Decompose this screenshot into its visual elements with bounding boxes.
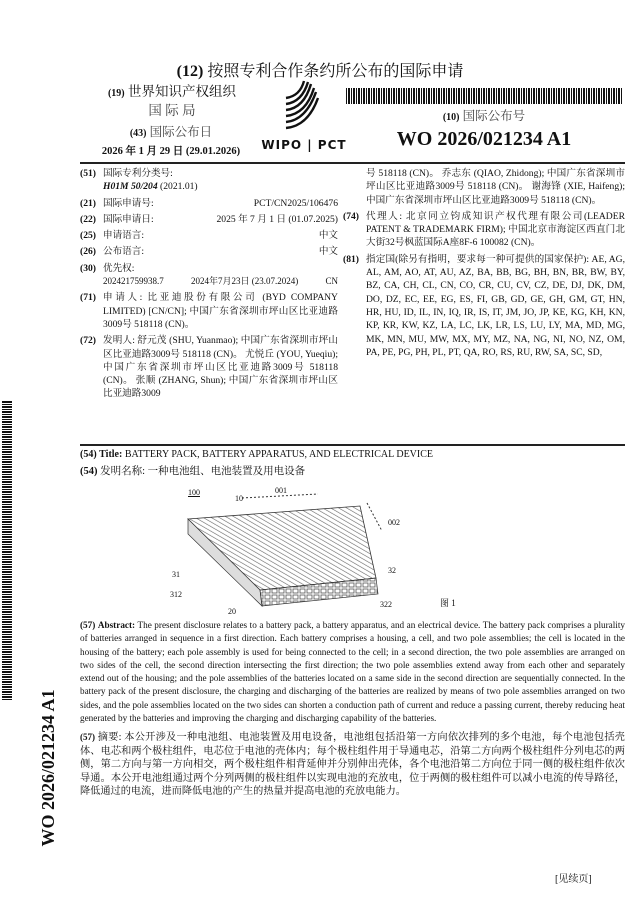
application-number — [80, 197, 338, 210]
ipc-class: H01M 50/204 — [103, 181, 158, 193]
code: (26) — [80, 246, 96, 258]
inventors-continued — [343, 167, 625, 207]
abstract-text: 本公开涉及一种电池组、电池装置及用电设备，电池组包括沿第一方向依次排列的多个电池，每个电池包括壳体、电芯和两个极柱组件，电芯位于电池的壳体内；每个极柱组件用于导通电芯，沿第二方向两个极柱组件分列电芯的两侧，第二方向与第一方向相交，两个极柱组件相背延伸并分别伸出壳体，各个电池沿第二方向位于同一侧的极柱组件依次导通。本公开电池组通过两个分列两侧的极柱组件以实现电池的充放电，位于两侧的极柱组件可以减小电流的传导路径，降低通过的电流，进而降低电池的产生的热量并提高电池的充放电能力。 — [80, 732, 625, 798]
label-100: 100 — [188, 488, 200, 497]
abstract-en — [80, 619, 625, 725]
date: 2026 年 1 月 29 日 (29.01.2026) — [101, 146, 241, 157]
code: (71) — [80, 292, 96, 304]
document-type — [0, 62, 640, 81]
org-name: 世界知识产权组织 — [128, 84, 237, 99]
code: (54) — [80, 466, 98, 477]
title-zh — [80, 465, 305, 479]
ipc-version: (2021.01) — [160, 181, 198, 193]
continued-note: [见续页] — [555, 874, 592, 885]
value: 中文 — [318, 230, 338, 242]
abstracts — [80, 619, 625, 799]
label: 国际公布号 — [462, 109, 526, 123]
left-column — [80, 167, 338, 404]
code: (43) — [129, 128, 147, 139]
label: 国际专利分类号: — [103, 168, 173, 179]
right-column — [343, 167, 625, 362]
divider — [80, 444, 625, 446]
applicant — [80, 291, 338, 331]
abstract-text: The present disclosure relates to a battery pack, a battery apparatus, and an electrical device. The battery pack comprises a plurality of batteries arranged in sequence in a first direction. Each battery comprises a housing, a cell, and two pole assemblies; the cell is located in the housing of the battery; each pole assembly is used for being connected to the cell; in a second direction, the two pole assemblies are arranged on two sides of the cell, the second direction intersecting the first direction; the two pole assemblies extend away from each other and separately extend out of the housing; and the pole assemblies of the batteries located on a same side in the second direction are sequentially connected. In the battery pack of the present disclosure, the charging and discharging of the batteries are realized by means of two pole assemblies arranged on two sides, and the pole assemblies located on the two sides can shorten a conduction path of current and reduce a passing current, thereby reducing heat generated by the batteries and improving the charging and discharging capability of the batteries. — [80, 620, 626, 724]
priority — [80, 262, 338, 289]
priority-country: CN — [325, 276, 338, 287]
label: Abstract: — [97, 620, 136, 630]
agent — [343, 210, 625, 250]
abstract-zh — [80, 731, 625, 799]
logo-text: WIPO | PCT — [261, 138, 347, 152]
organization — [92, 83, 252, 119]
label-31: 31 — [172, 570, 180, 579]
inventors — [80, 334, 338, 400]
value: 2025 年 7 月 1 日 (01.07.2025) — [216, 213, 338, 225]
label: Title: — [99, 449, 123, 460]
label: 公布语言: — [103, 246, 145, 258]
label: 摘要: — [97, 732, 122, 744]
filing-language — [80, 229, 338, 242]
label-002: 002 — [388, 518, 400, 527]
designated-states — [343, 253, 625, 359]
label-32: 32 — [388, 566, 396, 575]
code: (51) — [80, 168, 96, 179]
code: (57) — [80, 620, 96, 630]
direction-arrow-002 — [367, 503, 382, 531]
label-20: 20 — [228, 607, 236, 616]
doc-type-text: 按照专利合作条约所公布的国际申请 — [207, 63, 464, 80]
wipo-logo — [260, 80, 348, 152]
applicant-text: 申请人: 比亚迪股份有限公司 (BYD COMPANY LIMITED) [CN/CN]; 中国广东省深圳市坪山区比亚迪路3009号 518118 (CN)。 — [103, 292, 338, 330]
divider — [80, 162, 625, 164]
label: 发明名称: — [100, 466, 146, 477]
title-text: 一种电池组、电池装置及用电设备 — [147, 466, 306, 477]
priority-date: 2024年7月23日 (23.07.2024) — [190, 276, 299, 287]
publication-number: WO 2026/021234 A1 — [396, 128, 572, 150]
code: (81) — [343, 253, 359, 265]
inventors-text: 号 518118 (CN)。 乔志东 (QIAO, Zhidong); 中国广东省深圳市坪山区比亚迪路3009号 518118 (CN)。 谢海锋 (XIE, Haifeng); 中国广东省深圳市坪山区比亚迪路3009号 518118 (CN)。 — [366, 168, 625, 206]
code: (21) — [80, 197, 96, 209]
inventors-text: 发明人: 舒元茂 (SHU, Yuanmao); 中国广东省深圳市坪山区比亚迪路3009号 518118 (CN)。 尤悦丘 (YOU, Yueqiu); 中国广东省深圳市坪山区比亚迪路3009号 518118 (CN)。 张顺 (ZHANG, Shun); 中国广东省深圳市坪山区比亚迪路3009 — [103, 335, 338, 400]
barcode — [346, 88, 622, 104]
label-322: 322 — [380, 600, 392, 609]
figure-1 — [170, 486, 520, 616]
code: (25) — [80, 230, 96, 242]
label-001: 001 — [275, 486, 287, 495]
code: (10) — [442, 112, 460, 123]
label-312: 312 — [170, 590, 182, 599]
label: 优先权: — [103, 262, 135, 274]
code: (30) — [80, 262, 96, 274]
code: (54) — [80, 449, 97, 460]
battery-pack-drawing — [180, 486, 520, 616]
publication-language — [80, 245, 338, 258]
code: (57) — [80, 732, 95, 743]
side-barcode — [2, 400, 12, 700]
org-bureau: 国 际 局 — [148, 103, 196, 118]
filing-date — [80, 213, 338, 226]
priority-app: 202421759938.7 — [103, 276, 164, 287]
publication-date — [86, 124, 256, 160]
states-text: 指定国(除另有指明，要求每一种可提供的国家保护): AE, AG, AL, AM, AO, AT, AU, AZ, BA, BB, BG, BH, BN, BR, BW, BY, BZ, CA, CH, CL, CN, CO, CR, CU, CV, CZ, DE, DJ, DK, DM, DO, DZ, EC, EE, EG, ES, FI, GB, GD, GE, GH, GM, GT, HN, HR, HU, ID, IL, IN, IQ, IR, IS, IT, JM, JO, JP, KE, KG, KH, KN, KP, KR, KW, KZ, LA, LC, LK, LR, LS, LU, LY, MA, MD, MG, MK, MN, MU, MW, MX, MY, MZ, NA, NG, NI, NO, NZ, OM, PA, PE, PG, PH, PL, PT, QA, RO, RS, RU, RW, SA, SC, SD, — [366, 253, 625, 358]
label: 国际申请日: — [103, 213, 154, 225]
title-text: BATTERY PACK, BATTERY APPARATUS, AND ELECTRICAL DEVICE — [124, 449, 434, 460]
label-10: 10 — [235, 494, 243, 503]
title-en — [80, 448, 433, 461]
pubno-label — [346, 108, 622, 126]
label: 国际公布日 — [149, 125, 213, 139]
label: 国际申请号: — [103, 197, 154, 209]
code: (74) — [343, 210, 359, 222]
code: (22) — [80, 213, 96, 225]
code: (12) — [176, 63, 204, 80]
globe-icon — [260, 80, 348, 132]
value: PCT/CN2025/106476 — [253, 197, 338, 209]
code: (72) — [80, 335, 96, 347]
figure-caption: 图 1 — [440, 598, 456, 608]
code: (19) — [107, 88, 125, 99]
ipc — [80, 167, 338, 194]
label: 申请语言: — [103, 230, 145, 242]
side-publication-number: WO 2026/021234 A1 — [38, 689, 58, 847]
agent-text: 代理人: 北京同立钧成知识产权代理有限公司(LEADER PATENT & TRADEMARK FIRM); 中国北京市海淀区西直门北大街32号枫蓝国际A座8F-6 100082 (CN)。 — [366, 210, 625, 249]
value: 中文 — [318, 246, 338, 258]
